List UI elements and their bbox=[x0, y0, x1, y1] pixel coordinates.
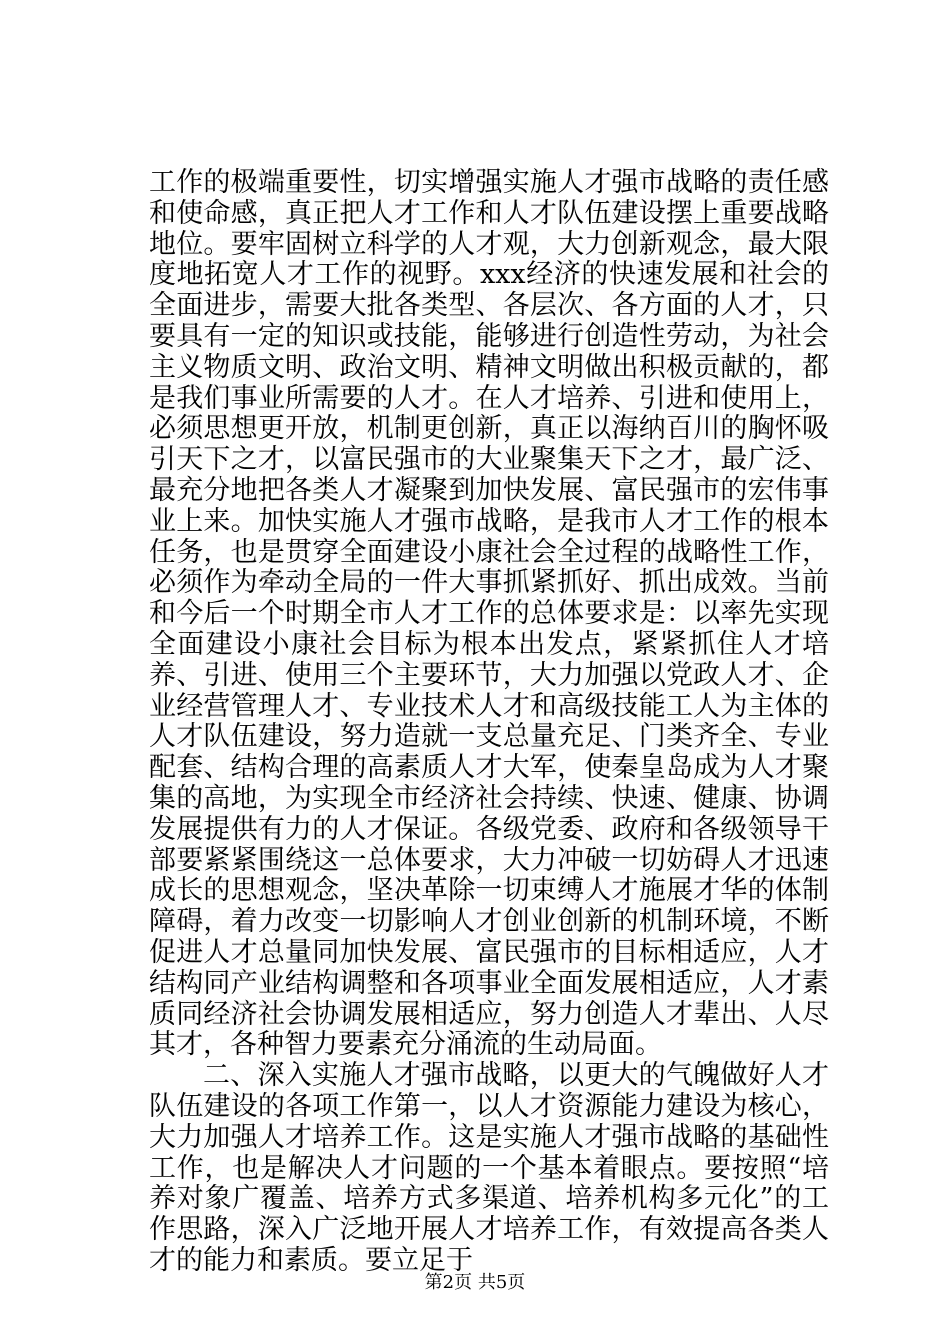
paragraph-2: 二、深入实施人才强市战略，以更大的气魄做好人才队伍建设的各项工作第一，以人才资源能力建设为核心，大力加强人才培养工作。这是实施人才强市战略的基础性工作，也是解决人才问题的一个基本着眼点。要按照“培养对象广覆盖、培养方式多渠道、培养机构多元化”的工作思路，深入广泛地开展人才培养工作，有效提高各类人才的能力和素质。要立足于 bbox=[149, 1060, 829, 1276]
paragraph-1: 工作的极端重要性，切实增强实施人才强市战略的责任感和使命感，真正把人才工作和人才队伍建设摆上重要战略地位。要牢固树立科学的人才观，大力创新观念，最大限度地拓宽人才工作的视野。xxx经济的快速发展和社会的全面进步，需要大批各类型、各层次、各方面的人才，只要具有一定的知识或技能，能够进行创造性劳动，为社会主义物质文明、政治文明、精神文明做出积极贡献的，都是我们事业所需要的人才。在人才培养、引进和使用上，必须思想更开放，机制更创新，真正以海纳百川的胸怀吸引天下之才，以富民强市的大业聚集天下之才，最广泛、最充分地把各类人才凝聚到加快发展、富民强市的宏伟事业上来。加快实施人才强市战略，是我市人才工作的根本任务，也是贯穿全面建设小康社会全过程的战略性工作，必须作为牵动全局的一件大事抓紧抓好、抓出成效。当前和今后一个时期全市人才工作的总体要求是：以率先实现全面建设小康社会目标为根本出发点，紧紧抓住人才培养、引进、使用三个主要环节，大力加强以党政人才、企业经营管理人才、专业技术人才和高级技能工人为主体的人才队伍建设，努力造就一支总量充足、门类齐全、专业配套、结构合理的高素质人才大军，使秦皇岛成为人才聚集的高地，为实现全市经济社会持续、快速、健康、协调发展提供有力的人才保证。各级党委、政府和各级领导干部要紧紧围绕这一总体要求，大力冲破一切妨碍人才迅速成长的思想观念，坚决革除一切束缚人才施展才华的体制障碍，着力改变一切影响人才创业创新的机制环境，不断促进人才总量同加快发展、富民强市的目标相适应，人才结构同产业结构调整和各项事业全面发展相适应，人才素质同经济社会协调发展相适应，努力创造人才辈出、人尽其才，各种智力要素充分涌流的生动局面。 bbox=[149, 167, 829, 1061]
page-footer: 第2页 共5页 bbox=[424, 1272, 526, 1293]
body-text bbox=[149, 168, 829, 1277]
